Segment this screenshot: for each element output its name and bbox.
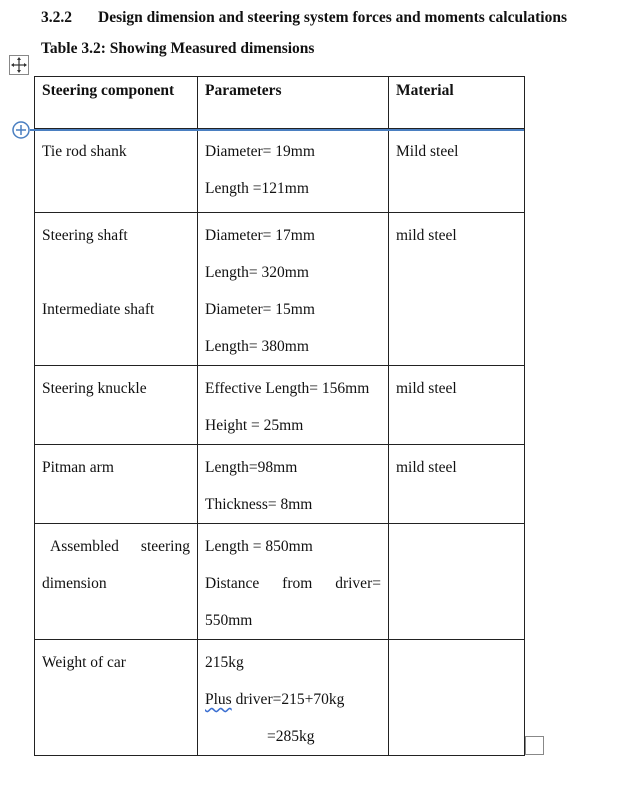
parameters-cell bbox=[198, 366, 389, 445]
header-material: Material bbox=[389, 77, 525, 129]
material-text: Mild steel bbox=[396, 143, 459, 160]
component-text: Steering knuckle bbox=[42, 380, 147, 397]
component-cell bbox=[35, 129, 198, 213]
table-move-icon[interactable] bbox=[9, 55, 29, 75]
component-word: steering bbox=[140, 538, 190, 555]
insert-row-indicator bbox=[30, 129, 524, 131]
parameter-word: from bbox=[282, 575, 313, 592]
parameter-text: Diameter= 19mm bbox=[205, 143, 315, 160]
spellcheck-word[interactable]: Plus bbox=[205, 691, 232, 708]
component-cell bbox=[35, 366, 198, 445]
material-text bbox=[396, 644, 517, 681]
parameter-text: Thickness= 8mm bbox=[205, 496, 313, 513]
material-cell bbox=[389, 366, 525, 445]
component-word: Assembled bbox=[50, 538, 119, 555]
parameter-text: Length= 380mm bbox=[205, 338, 309, 355]
parameters-cell bbox=[198, 445, 389, 524]
material-cell bbox=[389, 524, 525, 640]
component-cell bbox=[35, 640, 198, 756]
header-parameters: Parameters bbox=[198, 77, 389, 129]
component-text: Steering shaft bbox=[42, 227, 128, 244]
material-text: mild steel bbox=[396, 459, 457, 476]
component-cell bbox=[35, 445, 198, 524]
component-cell bbox=[35, 524, 198, 640]
component-text: Pitman arm bbox=[42, 459, 114, 476]
header-steering-component: Steering component bbox=[35, 77, 198, 129]
section-heading bbox=[41, 9, 567, 27]
section-number: 3.2.2 bbox=[41, 9, 72, 26]
component-text bbox=[42, 254, 190, 291]
material-cell bbox=[389, 445, 525, 524]
parameter-text: 215kg bbox=[205, 654, 244, 671]
parameter-text: Diameter= 17mm bbox=[205, 227, 315, 244]
component-text: dimension bbox=[42, 575, 107, 592]
component-text: Intermediate shaft bbox=[42, 301, 155, 318]
parameter-text: Length = 850mm bbox=[205, 538, 313, 555]
parameter-word: Distance bbox=[205, 575, 260, 592]
parameter-text: Length =121mm bbox=[205, 180, 309, 197]
parameters-cell bbox=[198, 640, 389, 756]
table-caption: Table 3.2: Showing Measured dimensions bbox=[41, 40, 315, 57]
table-row bbox=[35, 524, 525, 640]
component-text: Weight of car bbox=[42, 654, 126, 671]
component-cell bbox=[35, 213, 198, 366]
parameter-word: driver= bbox=[335, 575, 381, 592]
material-cell bbox=[389, 640, 525, 756]
parameter-text: Length=98mm bbox=[205, 459, 298, 476]
table-row bbox=[35, 366, 525, 445]
parameter-text: =285kg bbox=[267, 728, 315, 745]
component-text: Tie rod shank bbox=[42, 143, 127, 160]
table-row bbox=[35, 640, 525, 756]
parameter-text bbox=[205, 565, 381, 602]
material-text bbox=[396, 528, 517, 565]
parameter-text: Length= 320mm bbox=[205, 264, 309, 281]
insert-row-icon[interactable] bbox=[12, 121, 30, 139]
material-text: mild steel bbox=[396, 227, 457, 244]
parameters-cell bbox=[198, 213, 389, 366]
parameter-text-rest: driver=215+70kg bbox=[231, 691, 345, 708]
parameters-cell bbox=[198, 524, 389, 640]
parameter-text: Diameter= 15mm bbox=[205, 301, 315, 318]
section-title: Design dimension and steering system forces and moments calculations bbox=[98, 9, 568, 26]
parameters-cell bbox=[198, 129, 389, 213]
component-text bbox=[42, 528, 190, 565]
parameter-text: Height = 25mm bbox=[205, 417, 304, 434]
parameter-text: Effective Length= 156mm bbox=[205, 380, 370, 397]
parameter-text bbox=[205, 681, 381, 718]
material-cell bbox=[389, 213, 525, 366]
parameter-text: 550mm bbox=[205, 612, 253, 629]
table-row bbox=[35, 213, 525, 366]
measured-dimensions-table bbox=[34, 76, 525, 756]
table-resize-icon[interactable] bbox=[525, 736, 544, 755]
material-text: mild steel bbox=[396, 380, 457, 397]
table-row bbox=[35, 445, 525, 524]
material-cell bbox=[389, 129, 525, 213]
table-header-row bbox=[35, 77, 525, 129]
table-row bbox=[35, 129, 525, 213]
